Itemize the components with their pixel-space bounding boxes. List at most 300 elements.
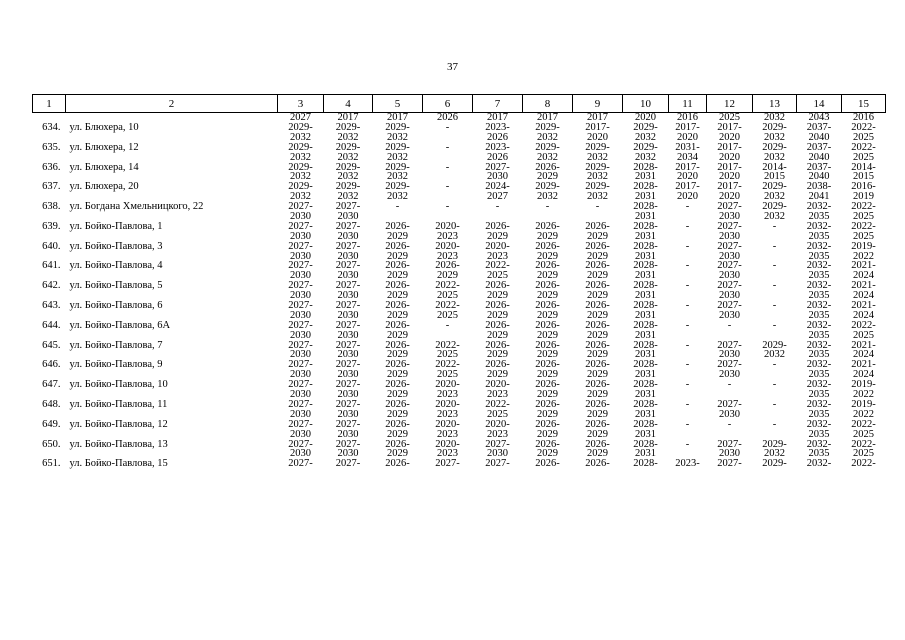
row-number: 634. [42,122,61,133]
column-header: 11 [669,95,707,113]
cell-value: - [685,418,690,430]
cell-value: 2026- 2029 [385,339,410,361]
cell-value: 2020- 2023 [485,418,510,440]
cell-value: 2026- 2029 [585,300,610,321]
cell-value: 2027- 2030 [288,260,313,282]
cell-value: - [727,379,732,391]
cell-value: 2027- 2030 [288,418,313,440]
cell-value: 2029- 2032 [762,141,787,163]
cell-value: 2032- 2035 [806,319,832,341]
row-number: 641. [42,260,61,272]
cell-value: - [685,319,690,331]
cell-value: 2022- 2025 [851,122,876,143]
cell-value: 2029- 2032 [335,161,361,183]
cell-value: 2022- 2025 [485,398,510,420]
cell-value: 2022- 2025 [435,359,460,381]
cell-value: 2026- 2029 [585,319,610,341]
cell-value: 2026- [585,458,610,470]
cell-value: 2027- [435,458,460,470]
cell-value: 2026- 2029 [535,339,560,361]
cell-value: 2020- 2023 [435,418,460,440]
cell-value: 2014- 2015 [762,161,787,183]
cell-value: 2020- 2023 [435,438,460,460]
cell-value: 2026- 2029 [385,319,410,341]
cell-value: 2027- 2030 [288,220,313,242]
cell-value: 2022- 2025 [435,300,460,321]
cell-value: 2027- 2030 [485,438,510,460]
cell-value: 2021- 2024 [851,260,876,282]
cell-value: 2027- 2030 [717,280,742,302]
cell-value: - [545,201,550,213]
cell-value: 2029- 2032 [762,181,787,203]
cell-value: - [445,122,450,133]
cell-value: 2027- 2030 [335,398,361,420]
column-header: 10 [623,95,669,113]
cell-value: 2014- 2015 [851,161,876,183]
cell-value: - [772,319,777,331]
cell-value: 2026- 2029 [385,220,410,242]
cell-value: 2029- 2032 [535,141,560,163]
column-header: 15 [842,95,886,113]
address: ул. Бойко-Павлова, 11 [69,399,168,410]
address: ул. Бойко-Павлова, 12 [69,419,168,430]
cell-value: 2020- 2023 [435,398,460,420]
cell-value: 2026- 2029 [385,260,410,282]
cell-value: 2021- 2024 [851,300,876,321]
table-row [33,360,886,380]
row-number: 645. [42,339,61,351]
cell-value: 2016- 2019 [851,181,876,203]
cell-value: 2037- 2040 [806,161,832,183]
cell-value: 2026- 2029 [485,220,510,242]
cell-value: 2027- 2030 [288,240,313,262]
cell-value: - [395,201,400,213]
cell-value: 2026- 2029 [535,398,560,420]
cell-value: - [727,319,732,331]
row-number: 636. [42,161,61,173]
cell-value: 2027- 2030 [717,240,742,262]
cell-value: 2029- 2032 [385,181,410,203]
cell-value: 2029- [762,458,787,470]
cell-value: 2026- 2029 [535,240,560,262]
table-row [33,440,886,460]
row-number: 642. [42,280,61,292]
cell-value: - [495,201,500,213]
cell-value: - [727,418,732,430]
cell-value: 2029- 2032 [288,181,313,203]
cell-value: - [685,438,690,450]
header-row [33,95,886,113]
cell-value: 2026- 2029 [385,280,410,302]
cell-value: - [772,379,777,391]
cell-value: 2017- 2020 [675,122,700,143]
cell-value: - [772,220,777,232]
cell-value: 2024- 2027 [485,181,510,203]
cell-value: 2026- 2029 [485,300,510,321]
cell-value: - [685,240,690,252]
cell-value: 2017 [587,112,608,123]
cell-value: - [772,300,777,312]
column-header: 12 [707,95,753,113]
cell-value: - [685,260,690,272]
cell-value: - [685,220,690,232]
address: ул. Бойко-Павлова, 15 [69,459,168,470]
cell-value: - [772,280,777,292]
row-number: 649. [42,418,61,430]
cell-value: 2026- 2029 [485,359,510,381]
cell-value: 2029- 2032 [535,122,560,143]
cell-value: 2043 [808,112,830,123]
cell-value: 2028- 2031 [633,240,658,262]
cell-value: 2032 [764,112,785,123]
column-header: 1 [33,95,66,113]
cell-value: 2026- 2029 [385,398,410,420]
cell-value: 2027- 2030 [717,359,742,381]
cell-value: 2028- 2031 [633,181,658,203]
cell-value: 2017 [487,112,508,123]
cell-value: 2017- 2020 [717,141,742,163]
cell-value: 2026- 2029 [485,339,510,361]
cell-value: 2026- 2029 [385,240,410,262]
cell-value: 2027- 2030 [288,339,313,361]
cell-value: 2025 [719,112,740,123]
address: ул. Блюхера, 20 [69,182,139,193]
cell-value: 2026- 2029 [535,319,560,341]
table-row [33,242,886,262]
cell-value: - [685,398,690,410]
address: ул. Бойко-Павлова, 7 [69,340,163,351]
table-row [33,123,886,143]
cell-value: 2027- 2030 [717,339,742,361]
cell-value: 2026- 2029 [485,280,510,302]
cell-value: 2026- 2029 [585,359,610,381]
cell-value: 2026- 2029 [585,240,610,262]
cell-value: 2017- 2020 [717,122,742,143]
cell-value: 2023- [675,458,700,470]
cell-value: 2028- 2031 [633,300,658,321]
cell-value: - [445,161,450,173]
cell-value: 2026- 2029 [585,438,610,460]
column-header: 3 [278,95,324,113]
cell-value: 2016 [677,112,698,123]
cell-value: 2027 [290,112,311,123]
cell-value: 2027- 2030 [288,438,313,460]
row-number: 651. [42,458,61,470]
cell-value: 2017- 2020 [675,161,700,183]
cell-value: 2022- 2025 [851,418,876,440]
cell-value: 2032- [806,458,832,470]
row-number: 639. [42,220,61,232]
column-header: 14 [797,95,842,113]
cell-value: 2026- 2029 [585,280,610,302]
page-number: 37 [447,61,458,73]
cell-value: 2032- 2035 [806,201,832,223]
cell-value: 2028- [633,458,658,470]
cell-value: 2019- 2022 [851,398,876,420]
cell-value: 2032- 2035 [806,280,832,302]
cell-value: 2032- 2035 [806,438,832,460]
cell-value: 2032- 2035 [806,398,832,420]
cell-value: 2027- 2030 [335,359,361,381]
table-row [33,281,886,301]
cell-value: 2029- 2032 [585,161,610,183]
table-row [33,380,886,400]
address: ул. Бойко-Павлова, 5 [69,281,163,292]
cell-value: 2027- 2030 [335,280,361,302]
table-row [33,261,886,281]
table-body [33,113,886,470]
cell-value: 2032- 2035 [806,359,832,381]
cell-value: 2026- 2029 [535,260,560,282]
row-number: 643. [42,300,61,312]
cell-value: 2017- 2020 [585,122,610,143]
cell-value: 2020- 2023 [435,379,460,401]
cell-value: 2026- 2029 [485,319,510,341]
cell-value: 2027- 2030 [335,339,361,361]
cell-value: 2022- 2025 [851,319,876,341]
cell-value: 2026- 2029 [385,359,410,381]
cell-value: 2027- 2030 [335,438,361,460]
continued-row [33,113,886,124]
cell-value: 2028- 2031 [633,438,658,460]
cell-value: 2027- 2030 [288,398,313,420]
address: ул. Бойко-Павлова, 10 [69,380,168,391]
table-row [33,202,886,222]
cell-value: 2032- 2035 [806,260,832,282]
cell-value: 2027- [717,458,742,470]
cell-value: 2028- 2031 [633,319,658,341]
address: ул. Бойко-Павлова, 6А [69,320,171,331]
cell-value: - [772,398,777,410]
cell-value: 2027- 2030 [335,201,361,223]
cell-value: 2026- 2029 [535,359,560,381]
cell-value: 2029- 2032 [335,181,361,203]
row-number: 646. [42,359,61,371]
cell-value: 2027- 2030 [335,220,361,242]
cell-value: 2027- 2030 [288,300,313,321]
cell-value: 2029- 2032 [288,141,313,163]
cell-value: 2028- 2031 [633,339,658,361]
cell-value: 2029- 2032 [288,122,313,143]
cell-value: 2029- 2032 [535,181,560,203]
table-row [33,163,886,183]
cell-value: 2017 [337,112,359,123]
cell-value: 2026- 2029 [585,260,610,282]
row-number: 638. [42,201,61,213]
row-number: 648. [42,398,61,410]
address: ул. Бойко-Павлова, 13 [69,439,168,450]
cell-value: 2032- 2035 [806,240,832,262]
column-header: 13 [753,95,797,113]
cell-value: - [772,240,777,252]
cell-value: 2019- 2022 [851,379,876,401]
cell-value: 2020- 2023 [435,240,460,262]
cell-value: 2029- 2032 [385,141,410,163]
cell-value: 2027- 2030 [717,438,742,460]
cell-value: - [685,359,690,371]
cell-value: 2027- 2030 [335,240,361,262]
cell-value: 2028- 2031 [633,398,658,420]
cell-value: 2032- 2035 [806,418,832,440]
cell-value: 2028- 2031 [633,260,658,282]
cell-value: 2026- 2029 [585,398,610,420]
cell-value: 2026- 2029 [535,220,560,242]
table-row [33,400,886,420]
cell-value: 2023- 2026 [485,122,510,143]
cell-value: 2037- 2040 [806,122,832,143]
cell-value: 2028- 2031 [633,161,658,183]
cell-value: 2026- [535,458,560,470]
address: ул. Бойко-Павлова, 9 [69,360,163,371]
cell-value: 2026- 2029 [385,300,410,321]
table-row [33,222,886,242]
row-number: 635. [42,141,61,153]
cell-value: 2021- 2024 [851,280,876,302]
row-number: 640. [42,240,61,252]
row-number: 637. [42,181,61,193]
cell-value: 2021- 2024 [851,359,876,381]
cell-value: 2022- 2025 [851,201,876,223]
cell-value: 2017- 2020 [675,181,700,203]
cell-value: 2023- 2026 [485,141,510,163]
cell-value: - [685,379,690,391]
cell-value: 2029- 2032 [633,122,658,143]
cell-value: 2028- 2031 [633,359,658,381]
cell-value: 2017 [387,112,408,123]
cell-value: 2022- [851,458,876,470]
cell-value: 2027- 2030 [288,201,313,223]
cell-value: 2026- 2029 [585,379,610,401]
column-header: 9 [573,95,623,113]
cell-value: 2028- 2031 [633,418,658,440]
cell-value: 2029- 2032 [633,141,658,163]
cell-value: 2028- 2031 [633,201,658,223]
row-number: 644. [42,319,61,331]
cell-value: 2026- 2029 [385,418,410,440]
cell-value: 2029- 2032 [762,438,787,460]
table-row [33,143,886,163]
column-header: 8 [523,95,573,113]
table-row [33,341,886,361]
cell-value: 2026- 2029 [535,438,560,460]
cell-value: 2031- 2034 [675,141,700,163]
cell-value: 2026 [437,112,458,123]
cell-value: - [445,319,450,331]
cell-value: - [445,141,450,153]
address: ул. Блюхера, 12 [69,142,139,153]
cell-value: 2027- 2030 [717,398,742,420]
cell-value: 2026- 2029 [535,379,560,401]
schedule-table [32,94,886,469]
cell-value: 2027- [335,458,361,470]
cell-value: 2029- 2032 [385,161,410,183]
cell-value: 2017- 2020 [717,181,742,203]
table-row [33,459,886,469]
cell-value: - [685,339,690,351]
address: ул. Богдана Хмельницкого, 22 [69,202,204,213]
address: ул. Блюхера, 14 [69,162,139,173]
cell-value: 2026- 2029 [585,418,610,440]
cell-value: 2026- 2029 [535,418,560,440]
table-row [33,182,886,202]
cell-value: 2027- 2030 [485,161,510,183]
cell-value: 2017 [537,112,558,123]
cell-value: - [772,418,777,430]
cell-value: 2020- 2023 [485,240,510,262]
cell-value: 2038- 2041 [806,181,832,203]
cell-value: 2026- 2029 [385,379,410,401]
cell-value: 2029- 2032 [762,201,787,223]
cell-value: 2022- 2025 [485,260,510,282]
cell-value: 2027- 2030 [717,201,742,223]
cell-value: 2027- 2030 [335,418,361,440]
address: ул. Блюхера, 10 [69,123,139,133]
address: ул. Бойко-Павлова, 3 [69,241,163,252]
table-row [33,301,886,321]
cell-value: 2022- 2025 [435,280,460,302]
cell-value: 2029- 2032 [335,122,361,143]
cell-value: 2032- 2035 [806,379,832,401]
cell-value: 2029- 2032 [335,141,361,163]
row-number: 647. [42,379,61,391]
cell-value: 2026- 2029 [535,161,560,183]
column-header: 6 [423,95,473,113]
cell-value: 2027- [288,458,313,470]
cell-value: 2029- 2032 [385,122,410,143]
cell-value: 2027- [485,458,510,470]
cell-value: 2032- 2035 [806,220,832,242]
cell-value: 2026- 2029 [435,260,460,282]
cell-value: 2026- 2029 [585,339,610,361]
cell-value: - [772,359,777,371]
address: ул. Бойко-Павлова, 1 [69,221,163,232]
cell-value: 2029- 2032 [762,339,787,361]
cell-value: 2027- 2030 [288,280,313,302]
cell-value: 2027- 2030 [717,220,742,242]
cell-value: - [445,181,450,193]
cell-value: 2027- 2030 [335,379,361,401]
column-header: 5 [373,95,423,113]
cell-value: 2032- 2035 [806,300,832,321]
cell-value: 2021- 2024 [851,339,876,361]
cell-value: 2037- 2040 [806,141,832,163]
cell-value: 2029- 2032 [585,141,610,163]
address: ул. Бойко-Павлова, 4 [69,261,163,272]
cell-value: 2017- 2020 [717,161,742,183]
cell-value: 2027- 2030 [288,359,313,381]
cell-value: 2016 [853,112,874,123]
cell-value: 2027- 2030 [288,319,313,341]
cell-value: 2027- 2030 [335,260,361,282]
cell-value: 2032- 2035 [806,339,832,361]
column-header: 7 [473,95,523,113]
cell-value: 2027- 2030 [717,260,742,282]
cell-value: - [685,300,690,312]
cell-value: 2022- 2025 [435,339,460,361]
cell-value: 2029- 2032 [288,161,313,183]
cell-value: 2029- 2032 [762,122,787,143]
cell-value: 2026- [385,458,410,470]
column-header: 2 [66,95,278,113]
cell-value: 2027- 2030 [717,300,742,321]
cell-value: 2026- 2029 [535,280,560,302]
cell-value: 2020- 2023 [485,379,510,401]
cell-value: 2028- 2031 [633,220,658,242]
cell-value: 2027- 2030 [288,379,313,401]
cell-value: 2029- 2032 [585,181,610,203]
cell-value: - [685,280,690,292]
cell-value: 2028- 2031 [633,280,658,302]
